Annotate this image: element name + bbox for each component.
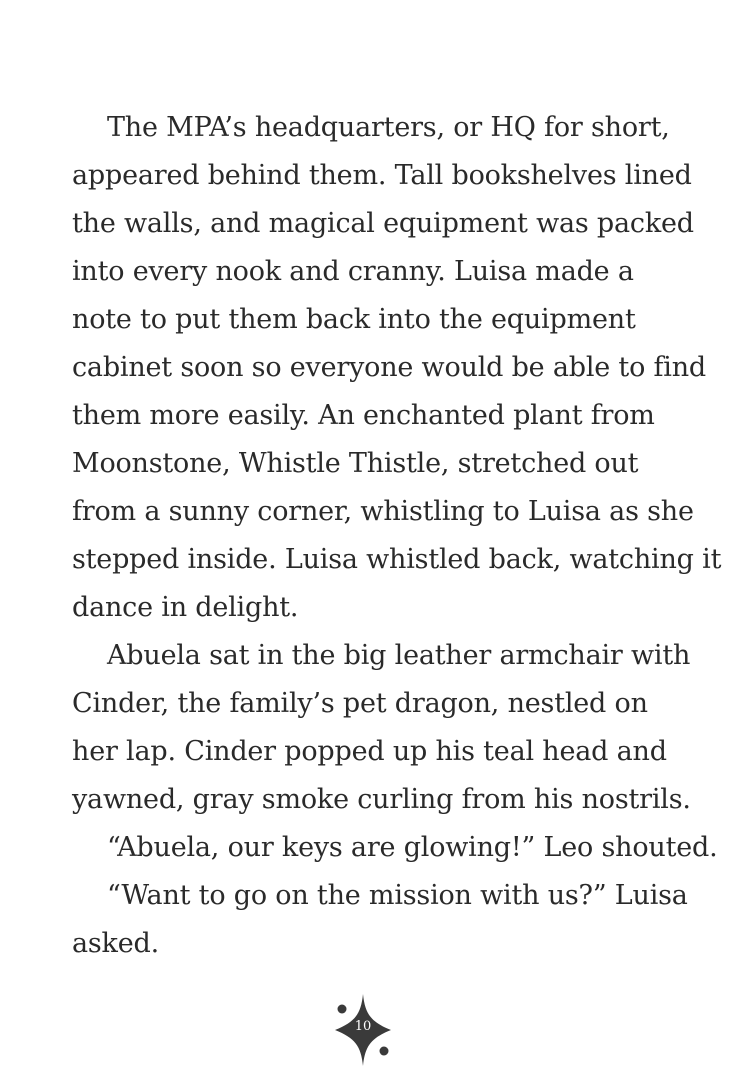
paragraph-1 [72, 104, 722, 632]
paragraph-3 [72, 824, 718, 872]
paragraph-4 [72, 872, 702, 968]
text-line: dance in delight. [72, 592, 299, 623]
text-line: stepped inside. Luisa whistled back, watching it [72, 544, 722, 575]
body-text [72, 104, 722, 968]
text-line: “Want to go on the mission with us?” Luisa [107, 880, 688, 911]
text-line: into every nook and cranny. Luisa made a [72, 256, 634, 287]
text-line: her lap. Cinder popped up his teal head and [72, 736, 667, 767]
text-line: from a sunny corner, whistling to Luisa as she [72, 496, 694, 527]
text-line: appeared behind them. Tall bookshelves lined [72, 160, 692, 191]
text-line: Abuela sat in the big leather armchair with [107, 640, 691, 671]
text-line: Cinder, the family’s pet dragon, nestled on [72, 688, 648, 719]
text-line: yawned, gray smoke curling from his nostrils. [72, 784, 691, 815]
paragraph-2 [72, 632, 702, 824]
text-line: them more easily. An enchanted plant from [72, 400, 655, 431]
text-line: note to put them back into the equipment [72, 304, 636, 335]
text-line: “Abuela, our keys are glowing!” Leo shouted. [107, 832, 718, 863]
page-number-ornament [333, 992, 393, 1068]
text-line: Moonstone, Whistle Thistle, stretched out [72, 448, 639, 479]
text-line: the walls, and magical equipment was packed [72, 208, 694, 239]
page-number: 10 [354, 1019, 372, 1034]
text-line: The MPA’s headquarters, or HQ for short, [107, 112, 670, 143]
text-line: asked. [72, 928, 159, 959]
text-line: cabinet soon so everyone would be able to find [72, 352, 707, 383]
